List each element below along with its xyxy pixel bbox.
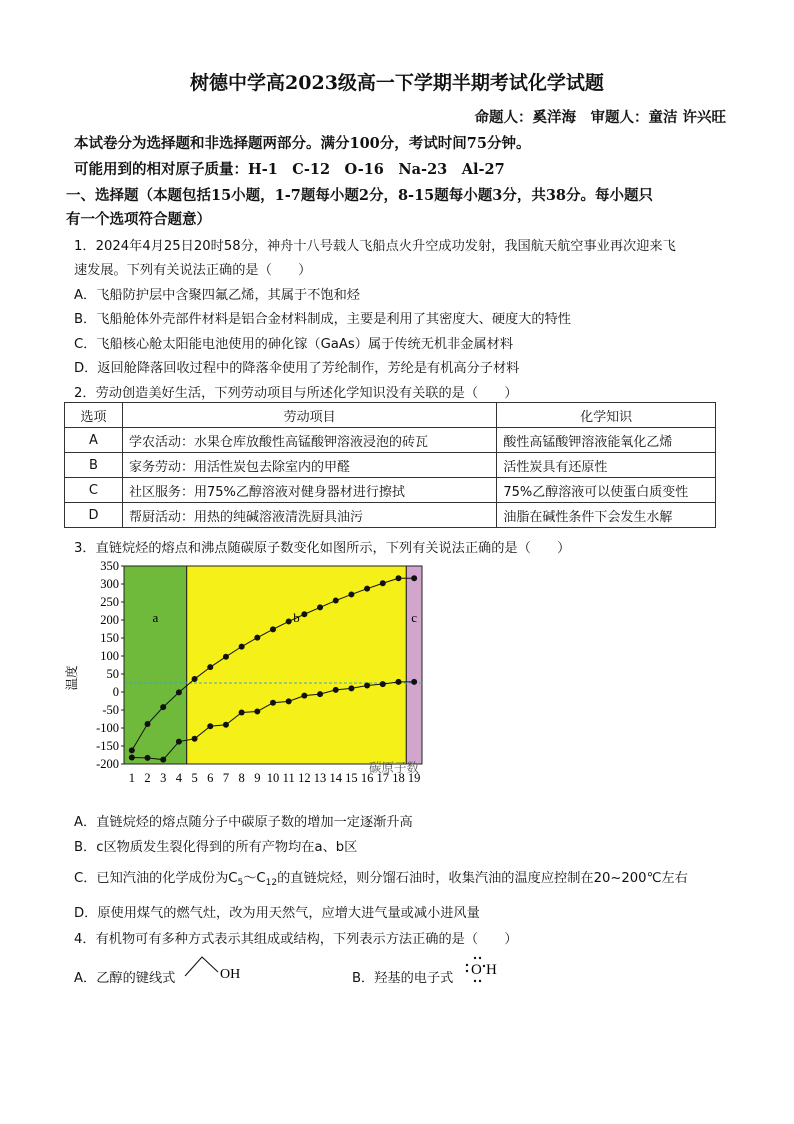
y-tick-label: -100 bbox=[96, 721, 119, 735]
q1-stem-line1: 1．2024年4月25日20时58分，神舟十八号载人飞船点火升空成功发射，我国航天航空事业再次迎来飞 bbox=[74, 239, 676, 254]
q3-option-a: A．直链烷烃的熔点随分子中碳原子数的增加一定逐渐升高 bbox=[74, 815, 413, 830]
x-tick-label: 7 bbox=[222, 771, 230, 785]
data-point bbox=[333, 598, 339, 604]
data-point bbox=[270, 700, 276, 706]
table-header-cell: 选项 bbox=[65, 403, 123, 428]
q1-option-c: C．飞船核心舱太阳能电池使用的砷化镓（GaAs）属于传统无机非金属材料 bbox=[74, 337, 514, 352]
table-row bbox=[65, 453, 716, 478]
exam-intro: 本试卷分为选择题和非选择题两部分。满分100分，考试时间75分钟。 bbox=[74, 135, 531, 152]
table-row bbox=[65, 478, 716, 503]
q3-option-b: B．c区物质发生裂化得到的所有产物均在a、b区 bbox=[74, 840, 358, 855]
y-tick-label: 350 bbox=[100, 560, 119, 573]
section-heading-line1: 一、选择题（本题包括15小题，1-7题每小题2分，8-15题每小题3分，共38分。每小题只 bbox=[66, 187, 654, 204]
ethanol-skeletal-formula bbox=[182, 952, 242, 986]
data-point bbox=[254, 635, 260, 641]
table-header-row bbox=[65, 403, 716, 428]
y-tick-label: -50 bbox=[102, 703, 119, 717]
x-tick-label: 16 bbox=[360, 771, 374, 785]
x-tick-label: 12 bbox=[298, 771, 311, 785]
table-cell: C bbox=[65, 478, 123, 503]
x-tick-label: 4 bbox=[175, 771, 183, 785]
x-tick-label: 3 bbox=[160, 771, 167, 785]
page-title: 树德中学高2023级高一下学期半期考试化学试题 bbox=[190, 72, 604, 94]
section-heading-line2: 有一个选项符合题意） bbox=[66, 211, 211, 228]
ethanol-oh-label: OH bbox=[220, 967, 241, 982]
data-point bbox=[395, 679, 401, 685]
table-cell: 帮厨活动：用热的纯碱溶液清洗厨具油污 bbox=[122, 503, 496, 528]
y-axis-label: 温度 bbox=[65, 665, 79, 691]
table-cell: 社区服务：用75%乙醇溶液对健身器材进行擦拭 bbox=[122, 478, 496, 503]
q2-table bbox=[64, 402, 716, 528]
table-cell: A bbox=[65, 428, 123, 453]
hydroxyl-electron-formula bbox=[462, 954, 504, 986]
x-tick-label: 15 bbox=[345, 771, 358, 785]
electron-dot bbox=[483, 965, 485, 967]
q1-stem-line2: 速发展。下列有关说法正确的是（ ） bbox=[74, 263, 312, 278]
electron-dot bbox=[466, 964, 468, 966]
data-point bbox=[160, 704, 166, 710]
data-point bbox=[364, 586, 370, 592]
q3-option-c-sub1: 5 bbox=[237, 878, 244, 888]
q4-stem: 4．有机物可有多种方式表示其组成或结构，下列表示方法正确的是（ ） bbox=[74, 932, 518, 947]
q3-option-c-mid: ～C bbox=[243, 871, 266, 886]
y-tick-label: 150 bbox=[100, 631, 119, 645]
data-point bbox=[333, 687, 339, 693]
region-c bbox=[406, 566, 422, 764]
q1-option-d: D．返回舱降落回收过程中的降落伞使用了芳纶制作，芳纶是有机高分子材料 bbox=[74, 361, 520, 376]
data-point bbox=[192, 736, 198, 742]
data-point bbox=[239, 710, 245, 716]
y-tick-label: 0 bbox=[112, 685, 119, 699]
y-tick-label: 100 bbox=[100, 649, 119, 663]
data-point bbox=[239, 644, 245, 650]
x-tick-label: 5 bbox=[191, 771, 198, 785]
data-point bbox=[207, 664, 213, 670]
data-point bbox=[176, 689, 182, 695]
q3-option-c bbox=[74, 867, 688, 888]
q3-option-d: D．原使用煤气的燃气灶，改为用天然气，应增大进气量或减小进风量 bbox=[74, 906, 480, 921]
data-point bbox=[254, 708, 260, 714]
x-tick-label: 2 bbox=[144, 771, 151, 785]
data-point bbox=[145, 721, 151, 727]
table-cell: 家务劳动：用活性炭包去除室内的甲醛 bbox=[122, 453, 496, 478]
data-point bbox=[301, 693, 307, 699]
q3-option-c-sub2: 12 bbox=[265, 878, 278, 888]
data-point bbox=[301, 611, 307, 617]
data-point bbox=[286, 698, 292, 704]
table-cell: 活性炭具有还原性 bbox=[497, 453, 716, 478]
data-point bbox=[129, 755, 135, 761]
data-point bbox=[223, 654, 229, 660]
data-point bbox=[286, 618, 292, 624]
authors-line: 命题人：奚洋海 审题人：童洁 许兴旺 bbox=[474, 109, 726, 126]
electron-dot bbox=[479, 957, 481, 959]
table-header-cell: 劳动项目 bbox=[122, 403, 496, 428]
y-tick-label: 50 bbox=[106, 667, 119, 681]
y-tick-label: 200 bbox=[100, 613, 119, 627]
x-tick-label: 13 bbox=[313, 771, 327, 785]
atomic-masses: 可能用到的相对原子质量：H-1 C-12 O-16 Na-23 Al-27 bbox=[74, 161, 505, 178]
electron-dot bbox=[474, 957, 476, 959]
y-tick-label: -150 bbox=[96, 739, 119, 753]
y-tick-label: 250 bbox=[100, 595, 119, 609]
x-tick-label: 14 bbox=[329, 771, 342, 785]
y-tick-label: -200 bbox=[96, 757, 119, 771]
data-point bbox=[317, 604, 323, 610]
x-tick-label: 18 bbox=[392, 771, 405, 785]
table-cell: D bbox=[65, 503, 123, 528]
x-tick-label: 17 bbox=[376, 771, 390, 785]
table-header-cell: 化学知识 bbox=[497, 403, 716, 428]
data-point bbox=[160, 757, 166, 763]
data-point bbox=[223, 722, 229, 728]
electron-dot bbox=[466, 970, 468, 972]
x-axis-label: 碳原子数 bbox=[368, 761, 419, 775]
x-tick-label: 19 bbox=[407, 771, 421, 785]
region-label-a: a bbox=[152, 610, 159, 625]
table-cell: 酸性高锰酸钾溶液能氧化乙烯 bbox=[497, 428, 716, 453]
x-tick-label: 8 bbox=[238, 771, 245, 785]
region-b bbox=[187, 566, 407, 764]
y-tick-label: 300 bbox=[100, 577, 119, 591]
q1-option-a: A．飞船防护层中含聚四氟乙烯，其属于不饱和烃 bbox=[74, 288, 360, 303]
q3-option-c-suffix: 的直链烷烃，则分馏石油时，收集汽油的温度应控制在20~200℃左右 bbox=[277, 871, 688, 886]
q2-stem: 2．劳动创造美好生活，下列劳动项目与所述化学知识没有关联的是（ ） bbox=[74, 386, 518, 401]
table-row bbox=[65, 428, 716, 453]
region-label-c: c bbox=[411, 610, 418, 625]
data-point bbox=[270, 626, 276, 632]
melting-boiling-point-chart bbox=[62, 560, 434, 808]
data-point bbox=[364, 683, 370, 689]
region-label-b: b bbox=[293, 610, 300, 625]
data-point bbox=[192, 676, 198, 682]
data-point bbox=[411, 575, 417, 581]
x-tick-label: 10 bbox=[266, 771, 280, 785]
q4-option-a-label: A．乙醇的键线式 bbox=[74, 971, 176, 986]
data-point bbox=[348, 591, 354, 597]
q3-option-c-prefix: C．已知汽油的化学成份为C bbox=[74, 871, 238, 886]
table-cell: B bbox=[65, 453, 123, 478]
q4-option-b-label: B．羟基的电子式 bbox=[352, 971, 454, 986]
data-point bbox=[129, 747, 135, 753]
table-cell: 油脂在碱性条件下会发生水解 bbox=[497, 503, 716, 528]
region-a bbox=[124, 566, 187, 764]
data-point bbox=[317, 691, 323, 697]
data-point bbox=[207, 723, 213, 729]
electron-dot bbox=[479, 980, 481, 982]
q1-option-b: B．飞船舱体外壳部件材料是铝合金材料制成，主要是利用了其密度大、硬度大的特性 bbox=[74, 312, 571, 327]
data-point bbox=[348, 685, 354, 691]
data-point bbox=[145, 755, 151, 761]
x-tick-label: 1 bbox=[128, 771, 135, 785]
table-row bbox=[65, 503, 716, 528]
hydroxyl-o-symbol: O bbox=[471, 962, 482, 978]
data-point bbox=[411, 679, 417, 685]
hydroxyl-h-symbol: H bbox=[486, 962, 497, 978]
data-point bbox=[380, 681, 386, 687]
x-tick-label: 6 bbox=[207, 771, 214, 785]
table-cell: 学农活动：水果仓库放酸性高锰酸钾溶液浸泡的砖瓦 bbox=[122, 428, 496, 453]
electron-dot bbox=[474, 980, 476, 982]
x-tick-label: 11 bbox=[282, 771, 295, 785]
data-point bbox=[176, 739, 182, 745]
data-point bbox=[380, 580, 386, 586]
x-tick-label: 9 bbox=[254, 771, 261, 785]
table-cell: 75%乙醇溶液可以使蛋白质变性 bbox=[497, 478, 716, 503]
data-point bbox=[395, 575, 401, 581]
q3-stem: 3．直链烷烃的熔点和沸点随碳原子数变化如图所示，下列有关说法正确的是（ ） bbox=[74, 541, 571, 556]
